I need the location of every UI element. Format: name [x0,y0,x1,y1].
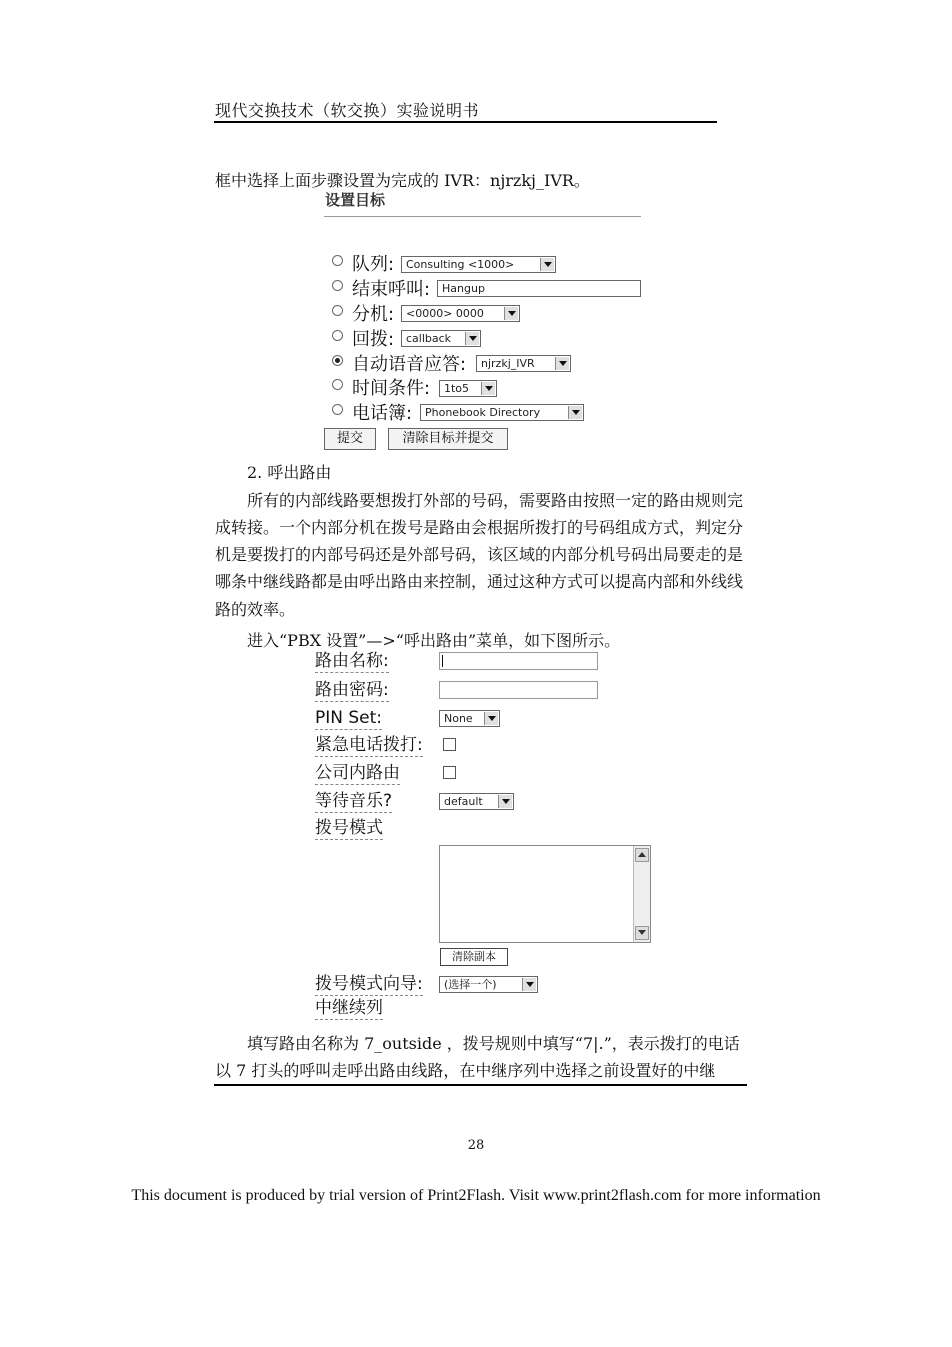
pin-set-select[interactable] [439,710,500,727]
dial-pattern-wizard-select[interactable] [439,976,538,993]
ivr-select-value: njrzkj_IVR [481,357,535,370]
radio-callback-label: 回拨: [352,329,395,350]
chevron-down-icon [568,406,582,419]
music-on-hold-select[interactable] [439,793,514,810]
route-password-label: 路由密码: [315,680,389,700]
time-condition-select-value: 1to5 [444,382,470,395]
radio-extension[interactable] [332,305,343,316]
closing-line-2: 以 7 打头的呼叫走呼出路由线路，在中继序列中选择之前设置好的中继 [215,1061,716,1080]
menu-path-line: 进入“PBX 设置”—>“呼出路由”菜单，如下图所示。 [247,631,621,650]
scroll-up-icon[interactable] [635,848,649,862]
section2-line-5: 路的效率。 [215,600,296,619]
trial-notice: This document is produced by trial version of Print2Flash. Visit www.print2flash.com for more information [131,1187,821,1204]
chevron-down-icon [498,795,512,808]
intra-company-label: 公司内路由 [315,763,400,783]
trunk-sequence-label: 中继续列 [315,998,383,1018]
hangup-field-value: Hangup [442,282,485,295]
intro-line: 框中选择上面步骤设置为完成的 IVR：njrzkj_IVR。 [215,171,590,190]
text-cursor [442,655,443,667]
page-number: 28 [467,1138,485,1153]
phonebook-select-value: Phonebook Directory [425,406,541,419]
section2-line-4: 哪条中继线路都是由呼出路由来控制，通过这种方式可以提高内部和外线线 [215,572,744,591]
route-name-input[interactable] [439,652,598,670]
section2-heading: 2. 呼出路由 [247,463,332,482]
music-on-hold-label: 等待音乐? [315,791,393,811]
extension-select[interactable] [401,305,520,322]
hangup-field[interactable] [437,280,641,297]
section2-line-3: 机是要拨打的内部号码还是外部号码，该区域的内部分机号码出局要走的是 [215,545,744,564]
radio-ivr-label: 自动语音应答: [352,354,467,375]
dial-pattern-wizard-select-value: (选择一个) [444,978,497,991]
radio-queue[interactable] [332,255,343,266]
radio-phonebook[interactable] [332,404,343,415]
chevron-down-icon [504,307,518,320]
radio-ivr[interactable] [332,355,343,366]
chevron-down-icon [484,712,498,725]
clear-text-button[interactable]: 清除副本 [440,948,508,966]
radio-extension-label: 分机: [352,304,395,325]
chevron-down-icon [465,332,479,345]
radio-hangup[interactable] [332,280,343,291]
intra-company-checkbox[interactable] [443,766,456,779]
section2-line-1: 所有的内部线路要想拨打外部的号码，需要路由按照一定的路由规则完 [247,491,744,510]
queue-select[interactable] [401,256,556,273]
header-title: 现代交换技术（软交换）实验说明书 [215,101,480,120]
dial-patterns-textarea[interactable] [439,845,651,943]
ivr-select[interactable] [476,355,571,372]
pin-set-label: PIN Set: [315,708,383,728]
pin-set-select-value: None [444,712,473,725]
chevron-down-icon [481,382,495,395]
time-condition-select[interactable] [439,380,497,397]
emergency-checkbox[interactable] [443,738,456,751]
dial-patterns-label: 拨号模式 [315,818,383,838]
radio-queue-label: 队列: [352,254,395,275]
destination-section-rule [324,216,641,217]
section2-line-2: 成转接。一个内部分机在拨号是路由会根据所拨打的号码组成方式，判定分 [215,518,744,537]
route-password-input[interactable] [439,681,598,699]
radio-hangup-label: 结束呼叫: [352,279,431,300]
header-divider [214,121,717,123]
radio-time-condition-label: 时间条件: [352,378,431,399]
music-on-hold-select-value: default [444,795,483,808]
radio-time-condition[interactable] [332,379,343,390]
textarea-scrollbar[interactable] [633,846,650,942]
extension-select-value: <0000> 0000 [406,307,484,320]
submit-button[interactable]: 提交 [324,428,376,450]
radio-callback[interactable] [332,330,343,341]
destination-section-title: 设置目标 [325,191,386,209]
dial-pattern-wizard-label: 拨号模式向导: [315,974,423,994]
route-name-label: 路由名称: [315,651,389,671]
chevron-down-icon [540,258,554,271]
chevron-down-icon [522,978,536,991]
queue-select-value: Consulting <1000> [406,258,515,271]
chevron-down-icon [555,357,569,370]
closing-line-1: 填写路由名称为 7_outside ，拨号规则中填写“7|.”，表示拨打的电话 [247,1034,740,1053]
clear-submit-button[interactable]: 清除目标并提交 [388,428,508,450]
phonebook-select[interactable] [420,404,584,421]
radio-phonebook-label: 电话簿: [352,403,413,424]
footer-divider [214,1084,747,1086]
emergency-label: 紧急电话拨打: [315,735,423,755]
scroll-down-icon[interactable] [635,926,649,940]
callback-select[interactable] [401,330,481,347]
callback-select-value: callback [406,332,452,345]
